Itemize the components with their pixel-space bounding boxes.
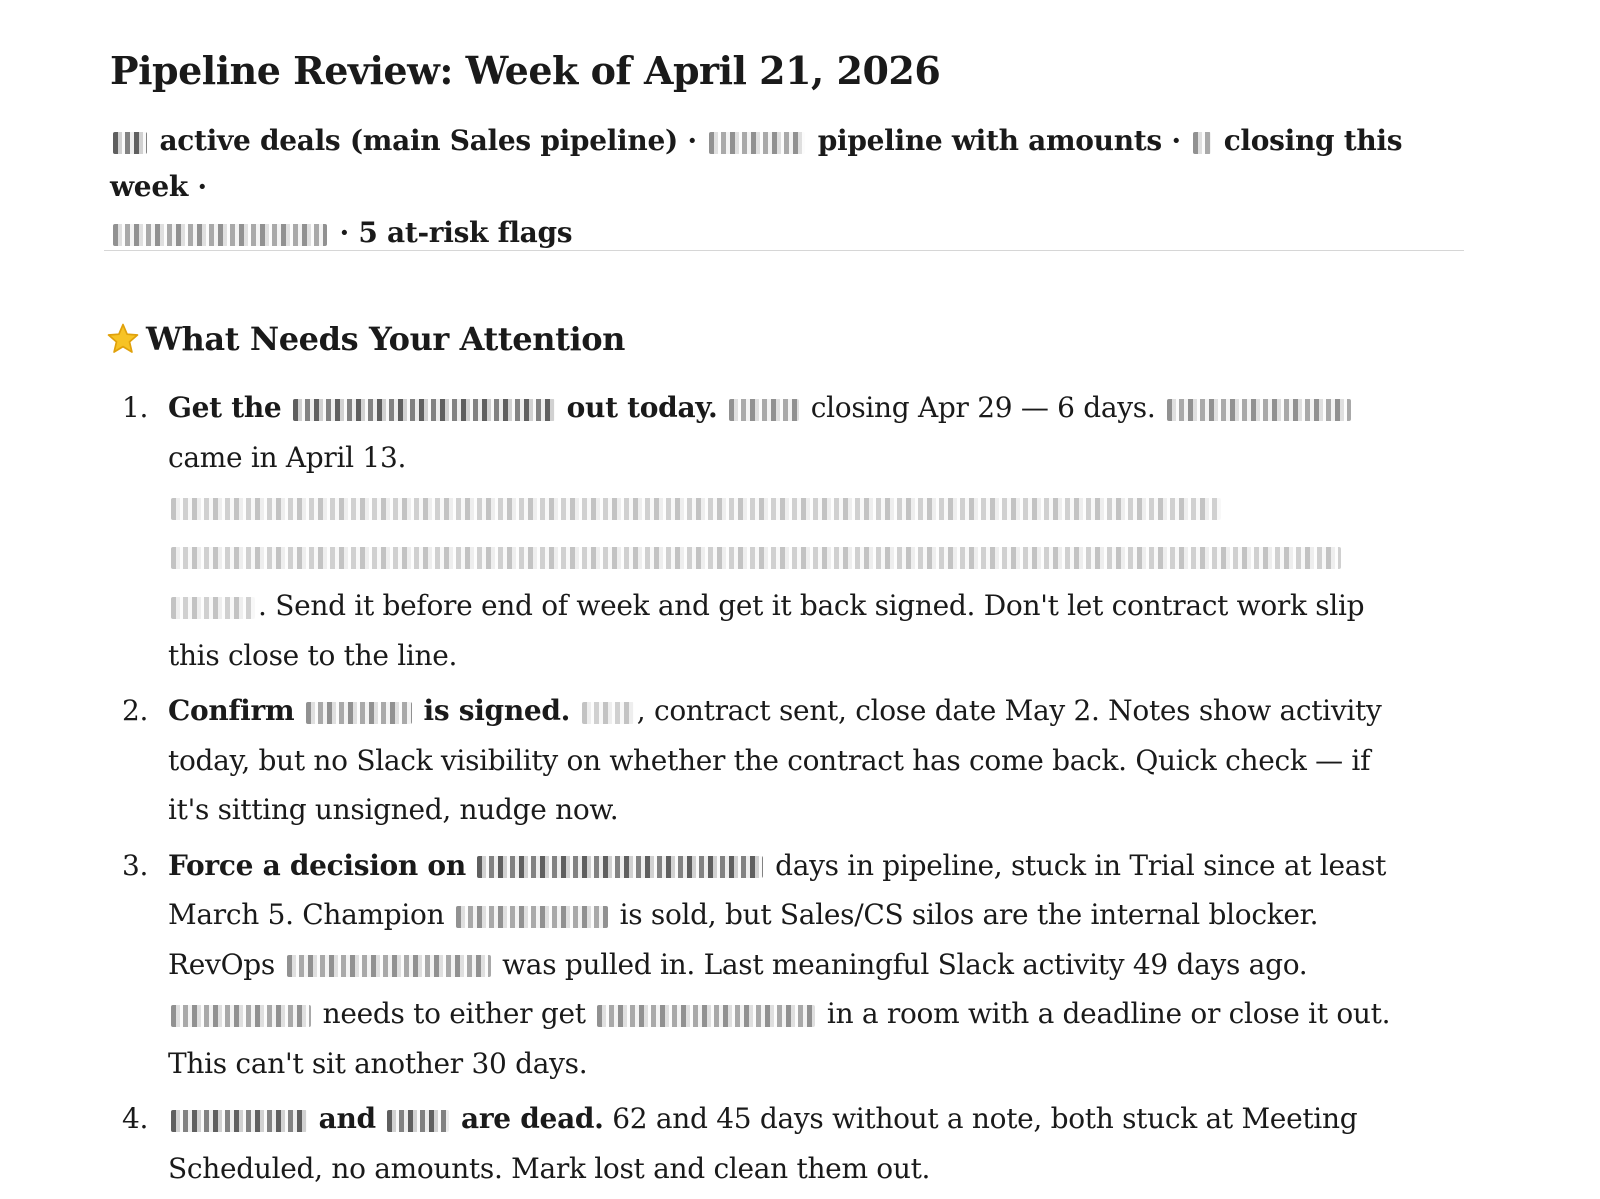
item-text: 62 and 45 days without a note, both stuck at Meeting Scheduled, no amounts. Mark lost and clean them out. [168, 1102, 1358, 1185]
redacted-text [171, 498, 1221, 520]
item-text: , contract sent, close date May 2. Notes show activity today, but no Slack visibility on whether the contract has come back. Quick check — if it's sitting unsigned, nudge now. [168, 694, 1382, 826]
item-lead: out today. [566, 391, 718, 424]
redacted-text [113, 224, 327, 246]
star-icon [106, 322, 140, 356]
page-title: Pipeline Review: Week of April 21, 2026 [110, 48, 941, 93]
redacted-text [456, 906, 608, 928]
list-item [110, 841, 1410, 1089]
redacted-text [582, 702, 634, 724]
item-lead: and [318, 1102, 376, 1135]
redacted-text [306, 702, 412, 724]
list-number: 4. [122, 1102, 149, 1135]
item-text: . Send it before end of week and get it back signed. Don't let contract work slip this close to the line. [168, 589, 1365, 672]
item-text: needs to either get [322, 997, 586, 1030]
redacted-text [729, 399, 799, 421]
section-heading [106, 320, 625, 358]
redacted-text [287, 955, 491, 977]
section-divider [104, 250, 1464, 251]
item-text: was pulled in. Last meaningful Slack activity 49 days ago. [502, 947, 1308, 981]
redacted-text [1193, 132, 1211, 154]
redacted-text [171, 1110, 307, 1132]
item-text: closing Apr 29 — 6 days. [810, 391, 1156, 424]
item-text: days in pipeline, stuck in Trial since at least March 5. Champion [168, 848, 1387, 931]
item-lead: Confirm [168, 694, 295, 727]
redacted-text [293, 399, 555, 421]
list-number: 3. [122, 848, 149, 882]
list-item [110, 1094, 1410, 1193]
section-heading-text: What Needs Your Attention [146, 320, 626, 358]
item-text: came in April 13. [168, 440, 407, 474]
redacted-text [171, 1005, 311, 1027]
redacted-text [171, 597, 255, 619]
redacted-text [113, 132, 147, 154]
redacted-text [1167, 399, 1351, 421]
list-number: 2. [122, 694, 149, 727]
item-text: in a room with a deadline or close it out. This can't sit another 30 days. [168, 997, 1391, 1080]
list-item [110, 383, 1410, 680]
redacted-text [709, 132, 805, 154]
summary-pipeline-amounts: pipeline with amounts · [817, 124, 1181, 157]
redacted-text [477, 856, 763, 878]
redacted-text [171, 547, 1341, 569]
item-lead: Get the [168, 391, 282, 424]
item-lead: is signed. [423, 694, 571, 727]
summary-at-risk: · 5 at-risk flags [339, 216, 573, 249]
redacted-text [387, 1110, 449, 1132]
item-lead: are dead. [461, 1102, 604, 1135]
summary-active-deals: active deals (main Sales pipeline) · [159, 124, 697, 157]
list-number: 1. [122, 391, 149, 424]
redacted-text [597, 1005, 815, 1027]
item-lead: Force a decision on [168, 848, 466, 882]
attention-list [110, 383, 1410, 1199]
summary-line [110, 118, 1460, 256]
summary-closing-week: closing this week · [110, 124, 1403, 203]
list-item [110, 686, 1410, 835]
item-text: is sold, but Sales/CS silos are the internal blocker. RevOps [168, 898, 1319, 981]
